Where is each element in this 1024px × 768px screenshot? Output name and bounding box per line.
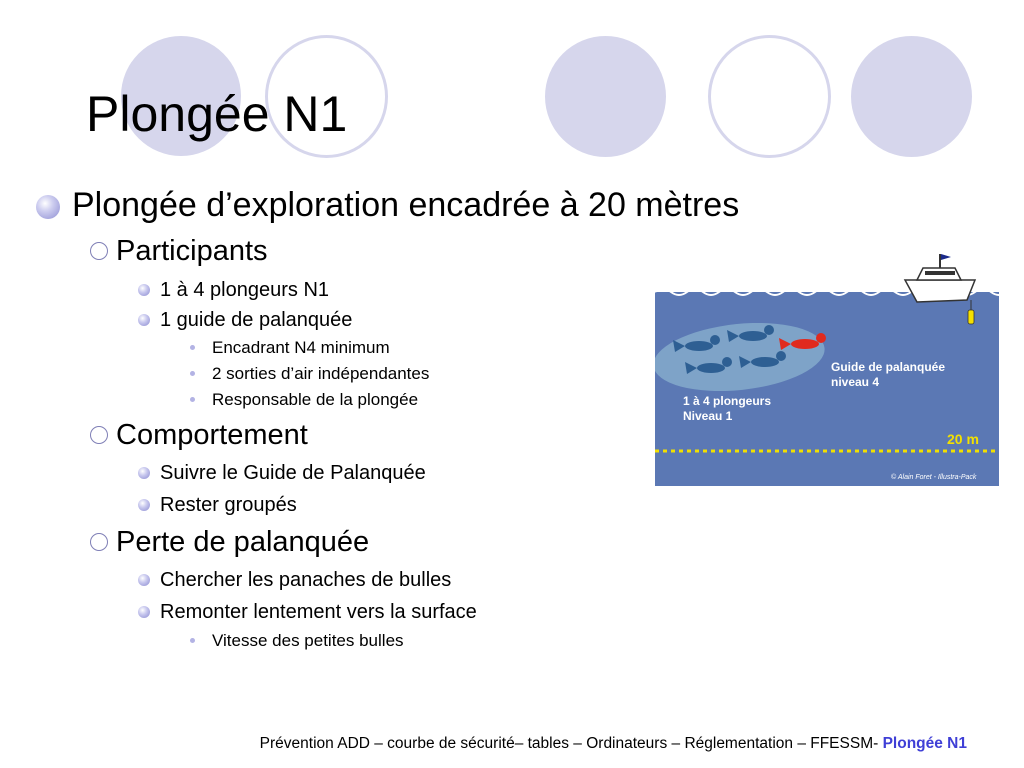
sub-item: 2 sorties d’air indépendantes (212, 364, 430, 383)
list-item: Remonter lentement vers la surface (160, 601, 477, 623)
divers-level-label: Niveau 1 (683, 409, 733, 423)
bullet-dot (138, 314, 150, 326)
dive-illustration (655, 240, 999, 486)
bullet-small (190, 371, 195, 376)
depth-label: 20 m (947, 431, 979, 447)
bullet-dot (138, 467, 150, 479)
bullet-dot (138, 284, 150, 296)
bullet-small (190, 397, 195, 402)
list-item: Chercher les panaches de bulles (160, 569, 452, 591)
list-item: Rester groupés (160, 494, 297, 516)
decor-ring-2 (708, 35, 831, 158)
slide-title: Plongée N1 (86, 86, 348, 142)
main-point: Plongée d’exploration encadrée à 20 mètres (72, 186, 740, 224)
bullet-dot (138, 574, 150, 586)
footer-text: Prévention ADD – courbe de sécurité– tables – Ordinateurs – Réglementation – FFESSM- (259, 735, 883, 752)
credit: © Alain Foret - Illustra-Pack (891, 474, 977, 481)
sub-item: Responsable de la plongée (212, 390, 419, 409)
section-heading-comportement: Comportement (116, 419, 308, 451)
section-heading-participants: Participants (116, 235, 268, 267)
bullet-dot (138, 606, 150, 618)
section-heading-perte: Perte de palanquée (116, 526, 370, 558)
list-item: Suivre le Guide de Palanquée (160, 462, 426, 484)
footer (0, 734, 1024, 754)
bullet-ring (90, 242, 108, 260)
bullet-level1 (36, 195, 60, 219)
bullet-dot (138, 499, 150, 511)
decor-circle-2 (545, 36, 666, 157)
bullet-ring (90, 426, 108, 444)
bullet-ring (90, 533, 108, 551)
divers-label: 1 à 4 plongeurs (683, 394, 772, 408)
list-item: 1 guide de palanquée (160, 309, 353, 331)
sub-item: Encadrant N4 minimum (212, 338, 390, 357)
footer-highlight: Plongée N1 (882, 735, 967, 752)
list-item: 1 à 4 plongeurs N1 (160, 279, 330, 301)
bullet-small (190, 638, 195, 643)
guide-label: Guide de palanquée (831, 360, 946, 374)
buoy-icon (968, 310, 974, 324)
bullet-small (190, 345, 195, 350)
decor-circle-3 (851, 36, 972, 157)
guide-level-label: niveau 4 (831, 375, 880, 389)
sub-item: Vitesse des petites bulles (212, 631, 404, 650)
